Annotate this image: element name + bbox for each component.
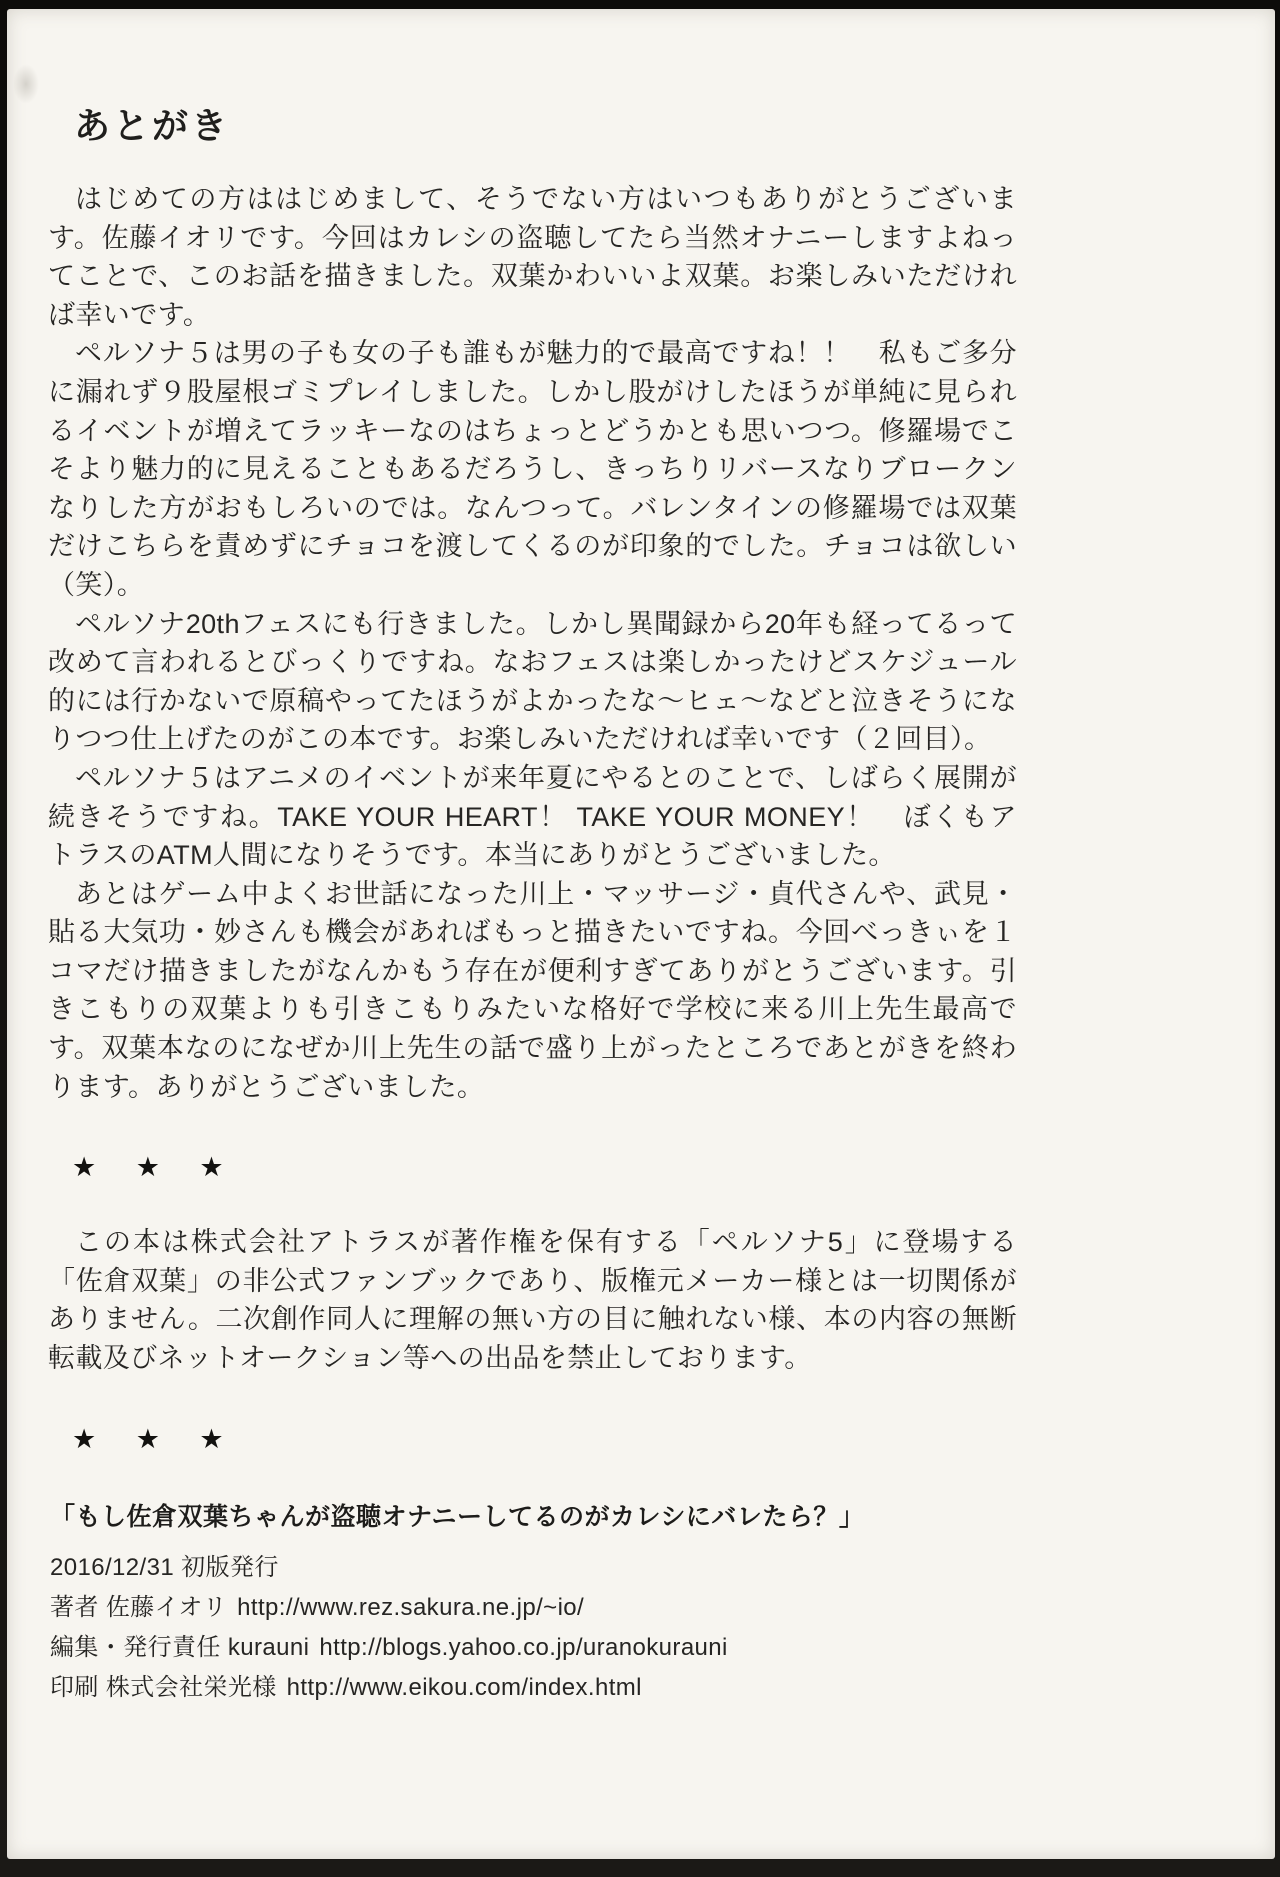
page-content bbox=[48, 9, 1017, 1859]
author-line bbox=[50, 1588, 1017, 1628]
author-url: http://www.rez.sakura.ne.jp/~io/ bbox=[237, 1593, 585, 1621]
afterword-body bbox=[48, 180, 1017, 1106]
printer-url: http://www.eikou.com/index.html bbox=[286, 1673, 642, 1701]
afterword-paragraph-1: はじめての方ははじめまして、そうでない方はいつもありがとうございます。佐藤イオリです。今回はカレシの盗聴してたら当然オナニーしますよねってことで、このお話を描きました。双葉かわいいよ双葉。お楽しみいただければ幸いです。 bbox=[48, 184, 1017, 330]
printer-line bbox=[50, 1668, 1017, 1708]
editor-label: 編集・発行責任 kurauni bbox=[50, 1633, 310, 1661]
afterword-paragraph-3: ペルソナ20thフェスにも行きました。しかし異聞録から20年も経ってるって改めて言われるとびっくりですね。なおフェスは楽しかったけどスケジュール的には行かないで原稿やってたほうがよかったな〜ヒェ〜などと泣きそうになりつつ仕上げたのがこの本です。お楽しみいただければ幸いです（２回目）。 bbox=[48, 608, 1017, 755]
book-title: 「もし佐倉双葉ちゃんが盗聴オナニーしてるのがカレシにバレたら？」 bbox=[50, 1502, 865, 1531]
page-title: あとがき bbox=[74, 105, 231, 146]
disclaimer-block bbox=[48, 1223, 1017, 1377]
afterword-paragraph-5: あとはゲーム中よくお世話になった川上・マッサージ・貞代さんや、武見・貼る大気功・妙さんも機会があればもっと描きたいですね。今回べっきぃを１コマだけ描きましたがなんかもう存在が便利すぎてありがとうございます。引きこもりの双葉よりも引きこもりみたいな格好で学校に来る川上先生最高です。双葉本なのになぜか川上先生の話で盛り上がったところであとがきを終わります。ありがとうございました。 bbox=[48, 878, 1017, 1102]
printer-label: 印刷 株式会社栄光様 bbox=[50, 1673, 277, 1701]
star-divider-top: ★ ★ ★ bbox=[72, 1152, 240, 1183]
afterword-paragraph-2: ペルソナ５は男の子も女の子も誰もが魅力的で最高ですね！！ 私もご多分に漏れず９股屋根ゴミプレイしました。しかし股がけしたほうが単純に見られるイベントが増えてラッキーなのはちょっとどうかとも思いつつ。修羅場でこそより魅力的に見えることもあるだろうし、きっちりリバースなりブロークンなりした方がおもしろいのでは。なんつって。バレンタインの修羅場では双葉だけこちらを責めずにチョコを渡してくるのが印象的でした。チョコは欲しい（笑）。 bbox=[48, 338, 1017, 600]
edition-line: 2016/12/31 初版発行 bbox=[50, 1553, 279, 1581]
editor-url: http://blogs.yahoo.co.jp/uranokurauni bbox=[319, 1633, 728, 1661]
afterword-page bbox=[7, 9, 1275, 1859]
disclaimer-text: この本は株式会社アトラスが著作権を保有する「ペルソナ5」に登場する「佐倉双葉」の非公式ファンブックであり、版権元メーカー様とは一切関係がありません。二次創作同人に理解の無い方の目に触れない様、本の内容の無断転載及びネットオークション等への出品を禁止しております。 bbox=[48, 1227, 1017, 1374]
editor-line bbox=[50, 1628, 1017, 1668]
afterword-paragraph-4: ペルソナ５はアニメのイベントが来年夏にやるとのことで、しばらく展開が続きそうですね。TAKE YOUR HEART！ TAKE YOUR MONEY！ ぼくもアトラスのATM人間になりそうです。本当にありがとうございました。 bbox=[48, 762, 1017, 871]
scan-smudge-artifact bbox=[13, 64, 39, 104]
star-divider-bottom: ★ ★ ★ bbox=[72, 1423, 240, 1454]
author-label: 著者 佐藤イオリ bbox=[50, 1593, 228, 1621]
colophon bbox=[50, 1497, 1017, 1708]
